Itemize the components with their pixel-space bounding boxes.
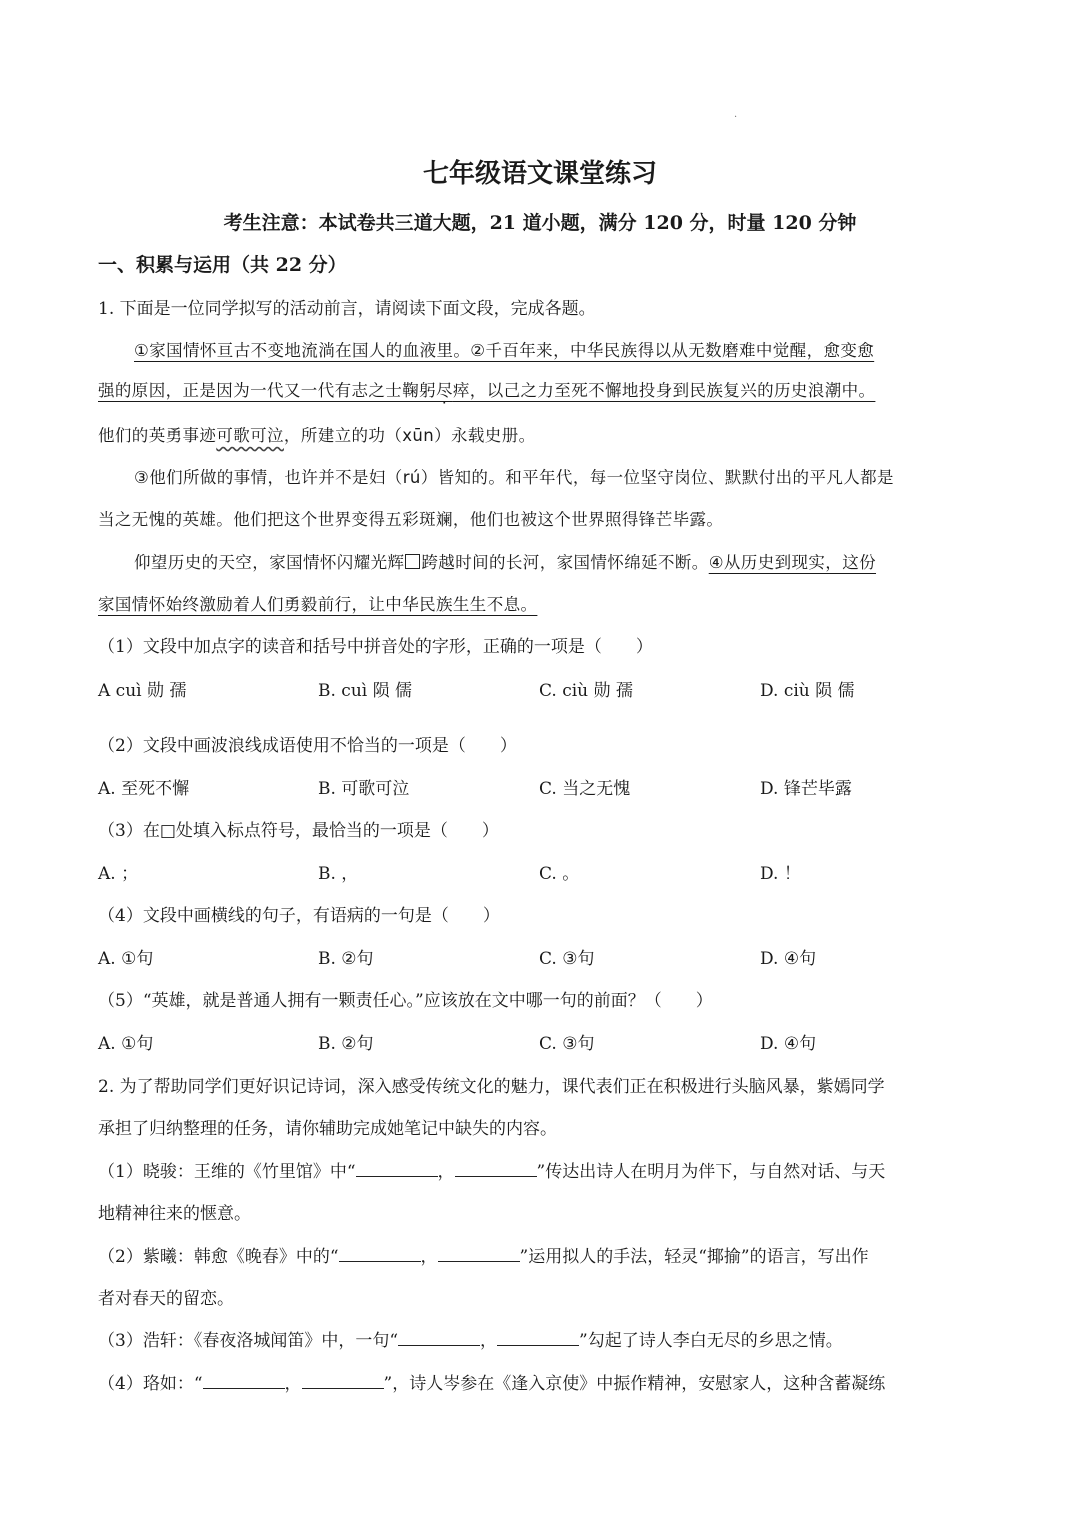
fill-item-2-cont: 者对春天的留恋。 — [98, 1289, 234, 1309]
option-a[interactable]: A. ①句 — [98, 949, 154, 969]
option-a[interactable]: A cuì 勋 孺 — [98, 681, 187, 701]
passage-line: 仰望历史的天空，家国情怀闪耀光辉 跨越时间的长河，家国情怀绵延不断。④从历史到现实，这份 — [134, 553, 877, 572]
passage-line: 他们的英勇事迹可歌可泣，所建立的功（xūn）永载史册。 — [98, 426, 536, 445]
option-d[interactable]: D. ④句 — [760, 949, 817, 969]
fill-item-1: （1）晓骏：王维的《竹里馆》中“ ， ”传达出诗人在明月为伴下，与自然对话、与天 — [98, 1162, 886, 1182]
underlined-sentence: ④从历史到现实，这份 — [708, 553, 877, 572]
wavy-idiom: 可歌可泣 — [216, 426, 284, 445]
fill-item-4: （4）珞如：“ ， ”，诗人岑参在《逢入京使》中振作精神，安慰家人，这种含蓄凝练 — [98, 1374, 886, 1394]
answer-blank[interactable] — [203, 1374, 285, 1389]
blank-box — [405, 554, 420, 569]
option-b[interactable]: B. ②句 — [318, 949, 374, 969]
question-1-stem: 1. 下面是一位同学拟写的活动前言，请阅读下面文段，完成各题。 — [98, 299, 596, 319]
answer-blank[interactable] — [339, 1247, 421, 1262]
fill-item-3: （3）浩轩：《春夜洛城闻笛》中，一句“ ， ”勾起了诗人李白无尽的乡思之情。 — [98, 1331, 843, 1351]
sub-question-3: （3）在□处填入标点符号，最恰当的一项是（ ） — [98, 821, 499, 841]
option-b[interactable]: B. ②句 — [318, 1034, 374, 1054]
passage-line: ③他们所做的事情，也许并不是妇（rú）皆知的。和平年代，每一位坚守岗位、默默付出的平凡人都是 — [134, 468, 894, 487]
option-b[interactable]: B. ， — [318, 864, 359, 884]
page-title: 七年级语文课堂练习 — [422, 159, 657, 189]
question-2-stem: 2. 为了帮助同学们更好识记诗词，深入感受传统文化的魅力，课代表们正在积极进行头脑风暴，紫嫣同学 — [98, 1077, 885, 1097]
option-d[interactable]: D. ！ — [760, 864, 801, 884]
underlined-sentence: 强的原因，正是因为一代又一代有志之士鞠躬尽瘁，以己之力至死不懈地投身到民族复兴的历史浪潮中。 — [98, 381, 876, 400]
option-a[interactable]: A. ①句 — [98, 1034, 154, 1054]
option-c[interactable]: C. 当之无愧 — [539, 779, 631, 799]
answer-blank[interactable] — [455, 1162, 537, 1177]
exam-notice: 考生注意：本试卷共三道大题，21 道小题，满分 120 分，时量 120 分钟 — [223, 212, 857, 234]
answer-blank[interactable] — [302, 1374, 384, 1389]
passage-line: ①家国情怀亘古不变地流淌在国人的血液里。②千百年来，中华民族得以从无数磨难中觉醒，愈变愈 — [134, 341, 875, 360]
option-c[interactable]: C. 。 — [539, 864, 580, 884]
fill-item-1-cont: 地精神往来的惬意。 — [98, 1204, 251, 1224]
answer-blank[interactable] — [497, 1331, 579, 1346]
option-d[interactable]: D. ④句 — [760, 1034, 817, 1054]
sub-question-2: （2）文段中画波浪线成语使用不恰当的一项是（ ） — [98, 736, 517, 756]
section-heading: 一、积累与运用（共 22 分） — [98, 254, 347, 276]
question-2-stem: 承担了归纳整理的任务，请你辅助完成她笔记中缺失的内容。 — [98, 1119, 557, 1139]
option-c[interactable]: C. ③句 — [539, 1034, 595, 1054]
answer-blank[interactable] — [438, 1247, 520, 1262]
option-b[interactable]: B. cuì 陨 儒 — [318, 681, 413, 701]
answer-blank[interactable] — [398, 1331, 480, 1346]
option-a[interactable]: A. 至死不懈 — [98, 779, 190, 799]
sub-question-1: （1）文段中加点字的读音和括号中拼音处的字形，正确的一项是（ ） — [98, 637, 653, 657]
fill-item-2: （2）紫曦：韩愈《晚春》中的“ ， ”运用拟人的手法，轻灵“揶揄”的语言，写出作 — [98, 1247, 869, 1267]
scan-speck: · — [734, 112, 738, 123]
passage-line: 当之无愧的英雄。他们把这个世界变得五彩斑斓，他们也被这个世界照得锋芒毕露。 — [98, 510, 724, 529]
option-d[interactable]: D. ciù 陨 儒 — [760, 681, 855, 701]
option-c[interactable]: C. ciù 勋 孺 — [539, 681, 633, 701]
sub-question-4: （4）文段中画横线的句子，有语病的一句是（ ） — [98, 906, 500, 926]
option-b[interactable]: B. 可歌可泣 — [318, 779, 410, 799]
sub-question-5: （5）“英雄，就是普通人拥有一颗责任心。”应该放在文中哪一句的前面？（ ） — [98, 991, 713, 1011]
passage-line: 家国情怀始终激励着人们勇毅前行，让中华民族生生不息。 — [98, 595, 538, 614]
option-c[interactable]: C. ③句 — [539, 949, 595, 969]
option-a[interactable]: A. ； — [98, 864, 139, 884]
option-d[interactable]: D. 锋芒毕露 — [760, 779, 852, 799]
answer-blank[interactable] — [356, 1162, 438, 1177]
passage-line — [98, 380, 875, 402]
dotted-character: 尽 — [436, 381, 453, 400]
